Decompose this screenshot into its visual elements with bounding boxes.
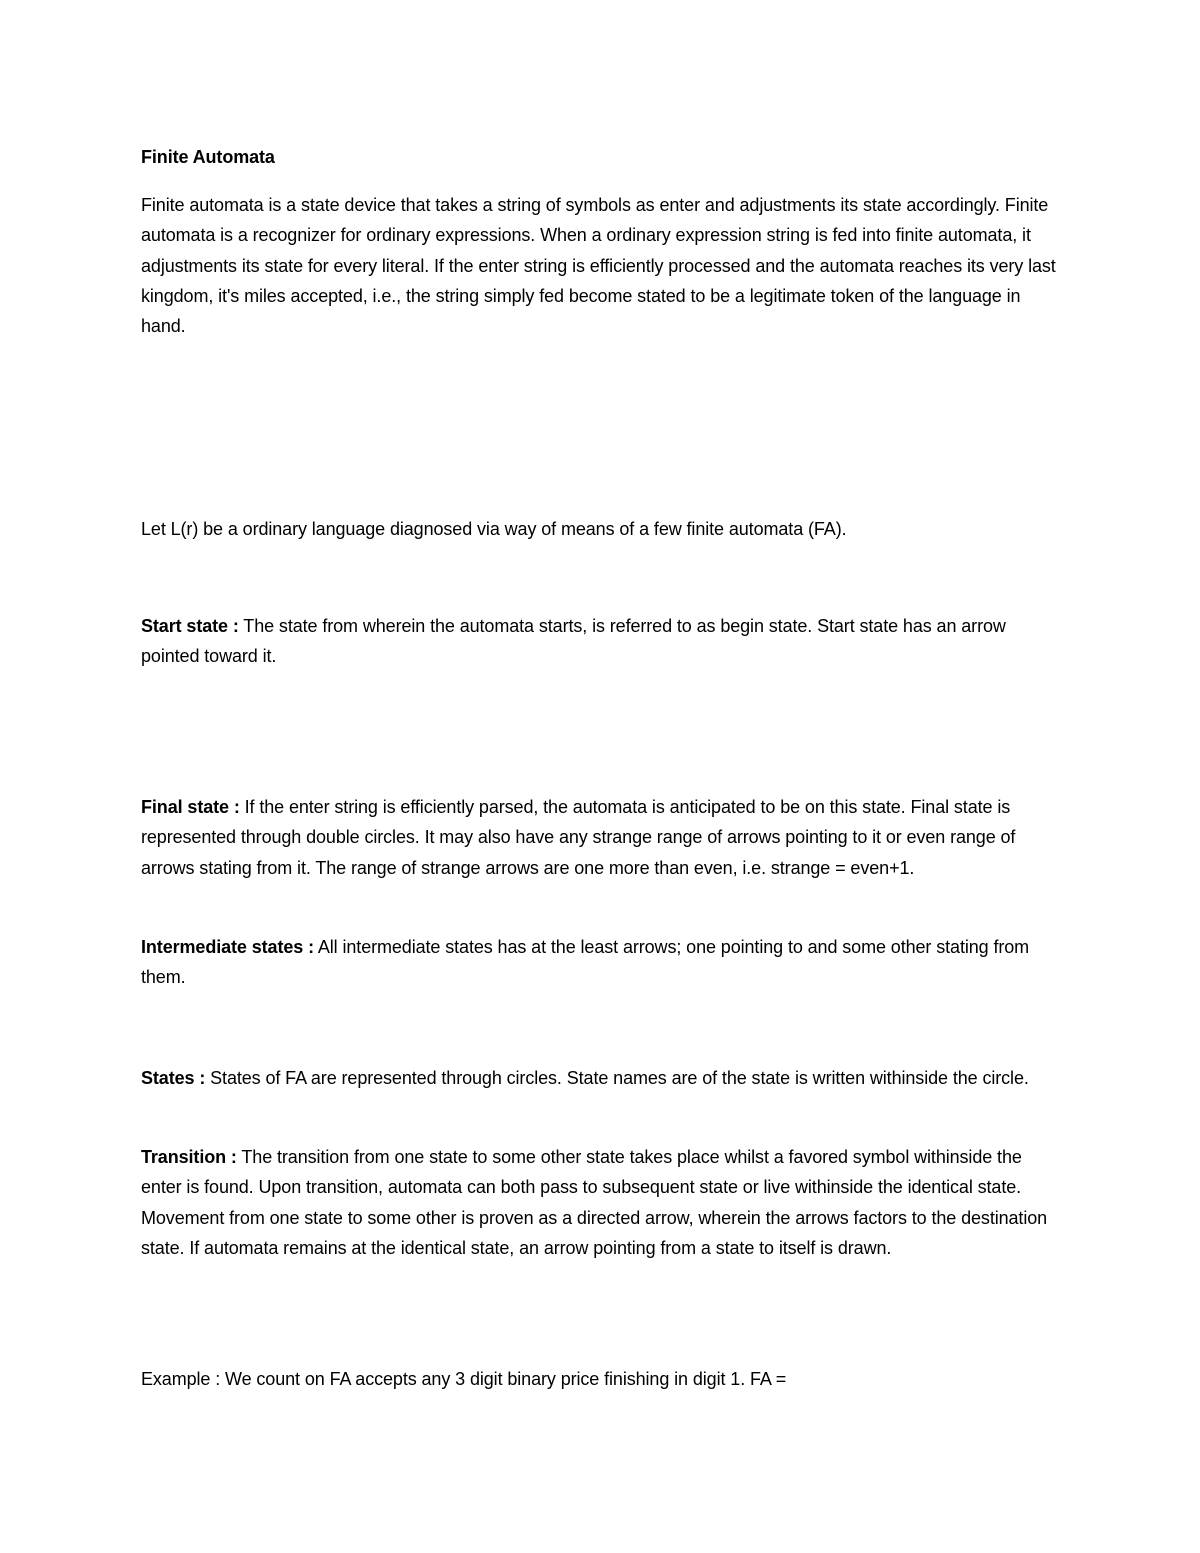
final-state-paragraph <box>141 792 1061 883</box>
document-title: Finite Automata <box>141 147 275 167</box>
transition-label: Transition : <box>141 1147 237 1167</box>
start-state-text: The state from wherein the automata starts, is referred to as begin state. Start state has an arrow pointed toward it. <box>141 616 1006 667</box>
start-state-paragraph <box>141 611 1061 672</box>
states-text: States of FA are represented through circles. State names are of the state is written withinside the circle. <box>205 1068 1029 1088</box>
states-label: States : <box>141 1068 206 1088</box>
final-state-label: Final state : <box>141 797 240 817</box>
final-state-text: If the enter string is efficiently parsed, the automata is anticipated to be on this state. Final state is represented through double circles. It may also have any strange range of arrows pointing to it or even range of arrows stating from it. The range of strange arrows are one more than even, i.e. strange = even+1. <box>141 797 1016 878</box>
transition-text: The transition from one state to some other state takes place whilst a favored symbol withinside the enter is found. Upon transition, automata can both pass to subsequent state or live withinside the identical state. Movement from one state to some other is proven as a directed arrow, wherein the arrows factors to the destination state. If automata remains at the identical state, an arrow pointing from a state to itself is drawn. <box>141 1147 1048 1258</box>
intermediate-states-text: All intermediate states has at the least arrows; one pointing to and some other stating from them. <box>141 937 1030 988</box>
example-paragraph: Example : We count on FA accepts any 3 digit binary price finishing in digit 1. FA = <box>141 1369 787 1389</box>
intermediate-states-label: Intermediate states : <box>141 937 314 957</box>
start-state-label: Start state : <box>141 616 239 636</box>
states-paragraph <box>141 1063 1061 1093</box>
transition-paragraph <box>141 1142 1061 1263</box>
intermediate-states-paragraph <box>141 932 1061 993</box>
language-paragraph: Let L(r) be a ordinary language diagnosed via way of means of a few finite automata (FA). <box>141 519 847 539</box>
intro-paragraph: Finite automata is a state device that takes a string of symbols as enter and adjustments its state accordingly. Finite automata is a recognizer for ordinary expressions. When a ordinary expression string is fed into finite automata, it adjustments its state for every literal. If the enter string is efficiently processed and the automata reaches its very last kingdom, it's miles accepted, i.e., the string simply fed become stated to be a legitimate token of the language in hand. <box>141 195 1056 337</box>
